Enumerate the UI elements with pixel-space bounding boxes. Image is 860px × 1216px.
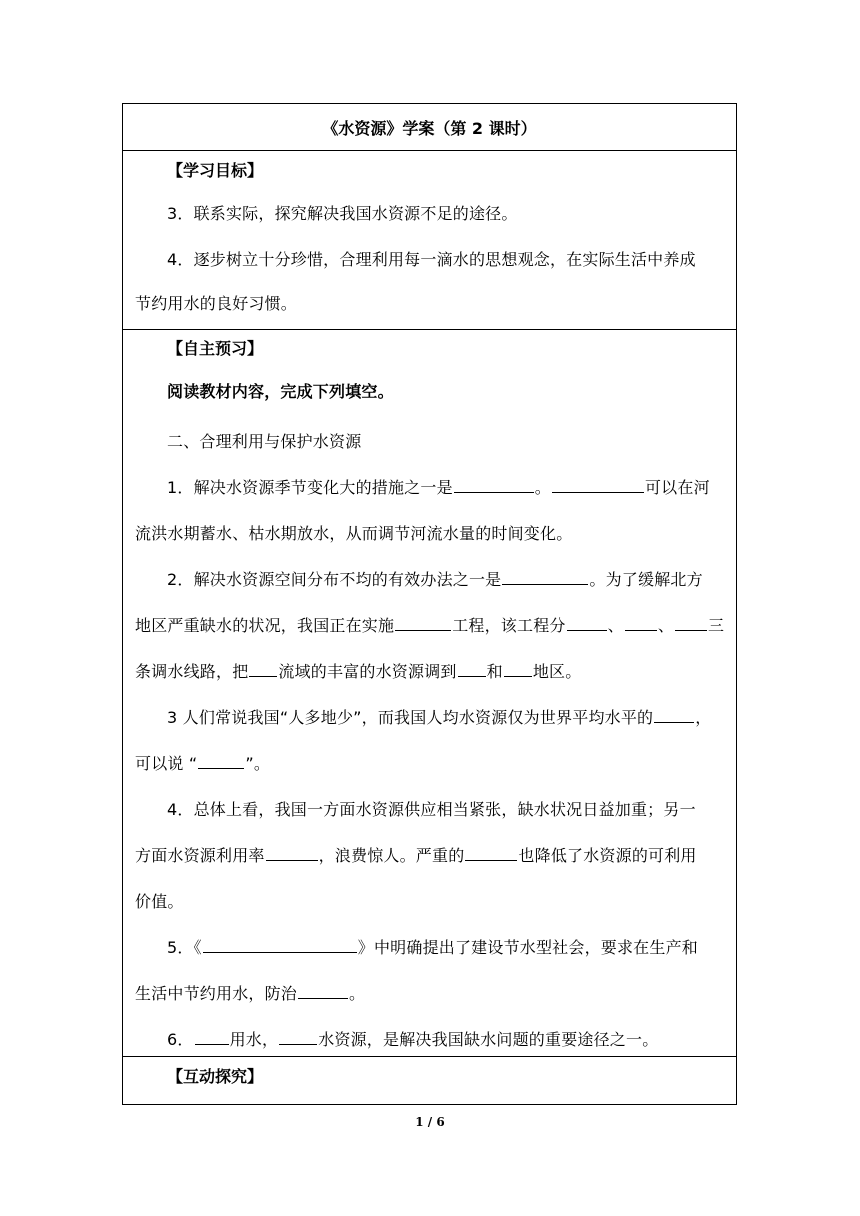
interactive-section: [123, 1056, 736, 1104]
fill-blank[interactable]: [266, 846, 318, 861]
worksheet-table: [122, 103, 737, 1105]
fill-blank[interactable]: [454, 478, 534, 493]
question-1-line1: 1．解决水资源季节变化大的措施之一是 。 可以在河: [167, 478, 710, 497]
section-heading: 二、合理利用与保护水资源: [167, 432, 362, 451]
fill-blank[interactable]: [395, 616, 451, 631]
interactive-heading: 【互动探究】: [167, 1067, 264, 1086]
self-preview-section: [123, 329, 736, 1056]
learning-goals-heading: 【学习目标】: [167, 161, 264, 180]
fill-blank[interactable]: [203, 938, 357, 953]
goal-4-line2: 节约用水的良好习惯。: [135, 294, 298, 313]
question-3-line1: 3 人们常说我国“人多地少”，而我国人均水资源仅为世界平均水平的 ，: [167, 708, 712, 727]
fill-blank[interactable]: [298, 984, 348, 999]
title-row: [123, 104, 736, 150]
question-5-line1: 5．《 》中明确提出了建设节水型社会，要求在生产和: [167, 938, 698, 957]
question-2-line1: 2．解决水资源空间分布不均的有效办法之一是 。为了缓解北方: [167, 570, 703, 589]
learning-goals-section: [123, 150, 736, 329]
question-5-line2: 生活中节约用水，防治 。: [135, 984, 366, 1003]
fill-blank[interactable]: [654, 708, 694, 723]
question-3-line2: 可以说 “ ”。: [135, 754, 271, 773]
fill-blank[interactable]: [675, 616, 707, 631]
fill-blank[interactable]: [458, 662, 486, 677]
fill-blank[interactable]: [465, 846, 517, 861]
self-preview-heading: 【自主预习】: [167, 339, 264, 358]
goal-3: 3．联系实际，探究解决我国水资源不足的途径。: [167, 204, 518, 223]
fill-blank[interactable]: [625, 616, 657, 631]
goal-4-line1: 4．逐步树立十分珍惜，合理利用每一滴水的思想观念，在实际生活中养成: [167, 250, 696, 269]
fill-blank[interactable]: [249, 662, 277, 677]
fill-blank[interactable]: [195, 1030, 229, 1045]
question-6: 6． 用水， 水资源，是解决我国缺水问题的重要途径之一。: [167, 1030, 659, 1049]
fill-blank[interactable]: [552, 478, 644, 493]
fill-blank[interactable]: [502, 570, 588, 585]
preview-intro: 阅读教材内容，完成下列填空。: [167, 382, 394, 401]
fill-blank[interactable]: [198, 754, 244, 769]
question-4-line2: 方面水资源利用率 ，浪费惊人。严重的 也降低了水资源的可利用: [135, 846, 697, 865]
fill-blank[interactable]: [279, 1030, 317, 1045]
question-2-line3: 条调水线路，把 流域的丰富的水资源调到 和 地区。: [135, 662, 582, 681]
question-1-line2: 流洪水期蓄水、枯水期放水，从而调节河流水量的时间变化。: [135, 524, 573, 543]
fill-blank[interactable]: [504, 662, 532, 677]
page-number: 1 / 6: [415, 1115, 445, 1129]
question-4-line1: 4．总体上看，我国一方面水资源供应相当紧张，缺水状况日益加重；另一: [167, 800, 696, 819]
page-title: 《水资源》学案（第 2 课时）: [322, 118, 537, 138]
question-4-line3: 价值。: [135, 892, 184, 911]
fill-blank[interactable]: [567, 616, 607, 631]
question-2-line2: 地区严重缺水的状况，我国正在实施 工程，该工程分 、 、 三: [135, 616, 725, 635]
